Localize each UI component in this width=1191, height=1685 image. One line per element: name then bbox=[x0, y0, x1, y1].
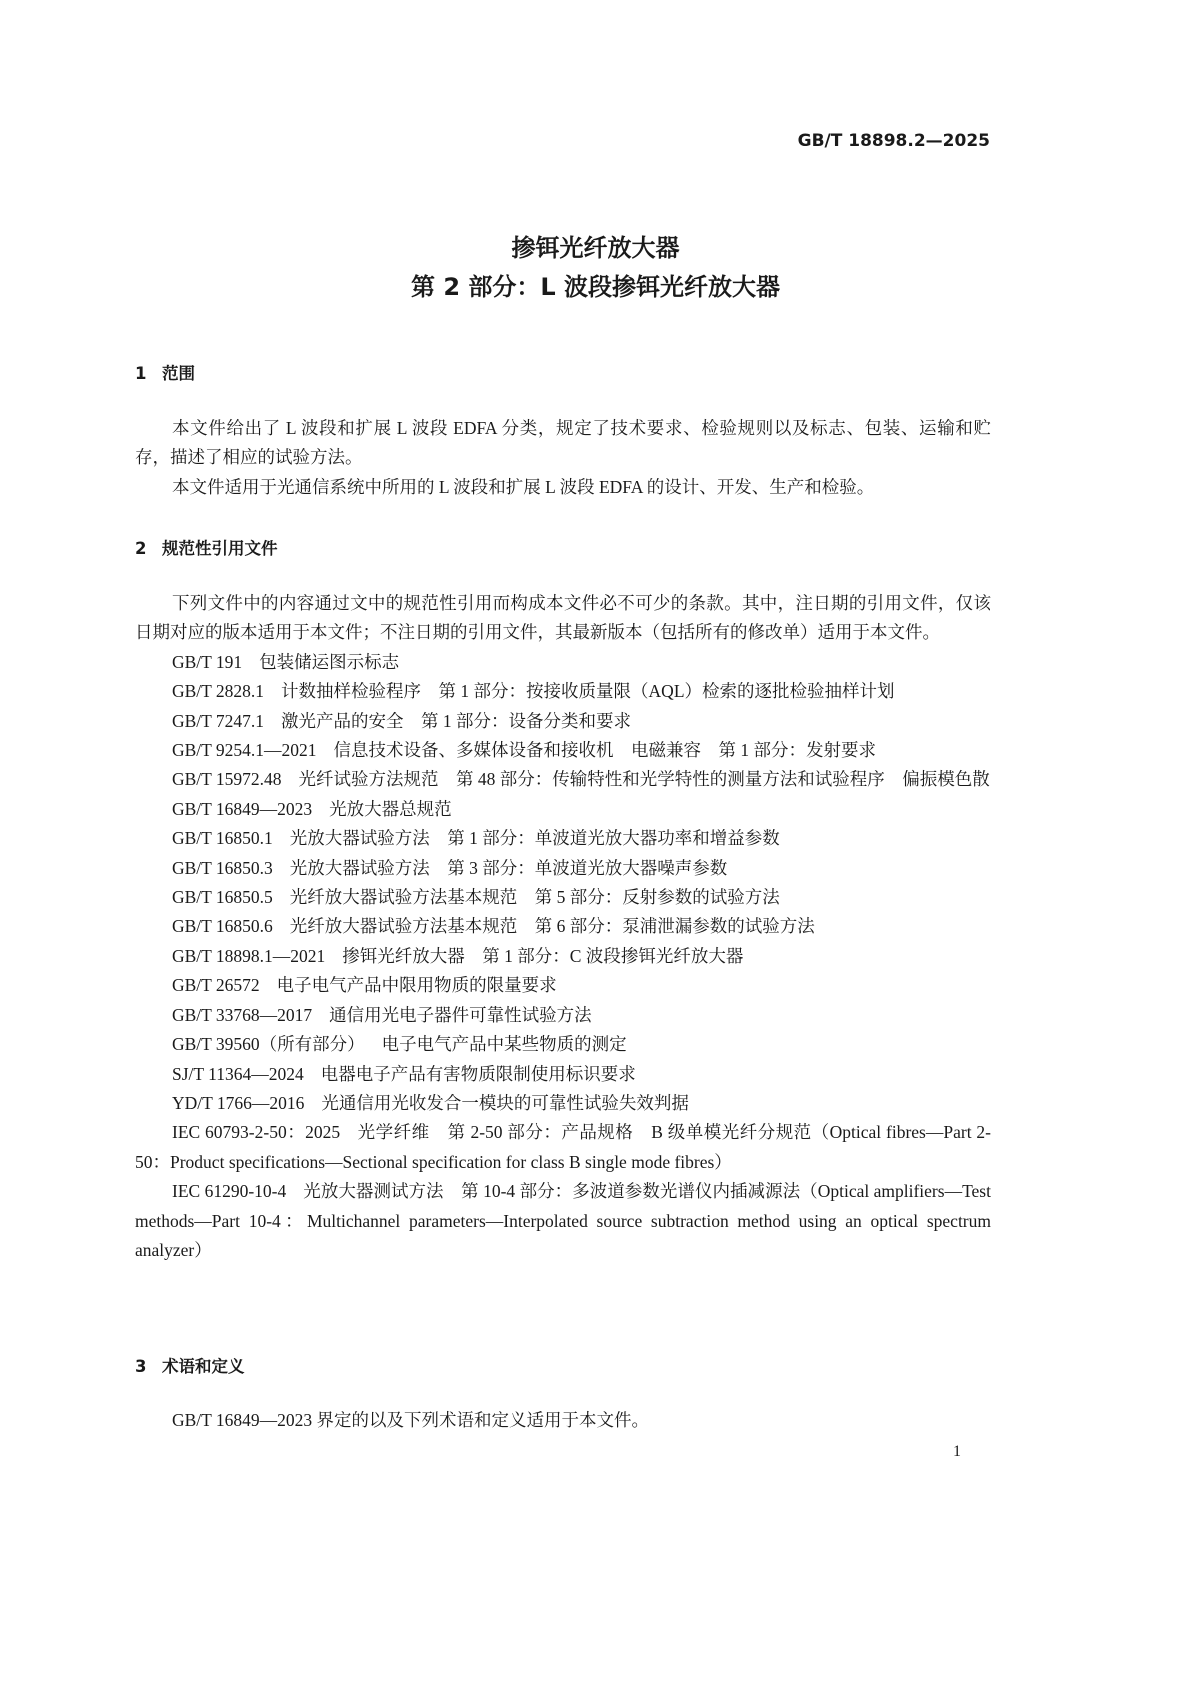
reference-code: GB/T 2828.1 bbox=[172, 681, 265, 702]
reference-title: 光放大器测试方法 第 10-4 部分：多波道参数光谱仪内插减源法（Optical amplifiers—Test methods—Part 10-4：Multichannel parameters—Interpolated source subtraction method using an optical spectrum analyzer） bbox=[135, 1181, 991, 1260]
reference-item bbox=[135, 971, 991, 1000]
reference-title: 信息技术设备、多媒体设备和接收机 电磁兼容 第 1 部分：发射要求 bbox=[333, 740, 877, 761]
document-title: 掺铒光纤放大器 bbox=[511, 234, 680, 262]
reference-item bbox=[135, 1001, 991, 1030]
reference-title: 光学纤维 第 2-50 部分：产品规格 B 级单模光纤分规范（Optical fibres—Part 2-50：Product specifications—Sectional specification for class B single mode fibres） bbox=[135, 1122, 991, 1172]
reference-list bbox=[135, 648, 991, 1266]
document-subtitle: 第 2 部分：L 波段掺铒光纤放大器 bbox=[410, 273, 781, 301]
reference-title: 电子电气产品中限用物质的限量要求 bbox=[276, 975, 557, 996]
reference-title: 激光产品的安全 第 1 部分：设备分类和要求 bbox=[281, 710, 632, 731]
page-number: 1 bbox=[953, 1443, 961, 1460]
section-3-body bbox=[135, 1406, 991, 1435]
reference-item bbox=[135, 942, 991, 971]
reference-item bbox=[135, 1118, 991, 1177]
section-heading-2: 2 规范性引用文件 bbox=[135, 539, 278, 558]
reference-title: 电子电气产品中某些物质的测定 bbox=[381, 1034, 627, 1055]
reference-code: GB/T 7247.1 bbox=[172, 710, 265, 731]
reference-item bbox=[135, 912, 991, 941]
section-1-body bbox=[135, 414, 991, 502]
reference-title: 光放大器试验方法 第 1 部分：单波道光放大器功率和增益参数 bbox=[289, 828, 780, 849]
reference-title: 电器电子产品有害物质限制使用标识要求 bbox=[320, 1063, 636, 1084]
reference-item bbox=[135, 883, 991, 912]
reference-code: YD/T 1766—2016 bbox=[172, 1092, 305, 1113]
section-2-body bbox=[135, 589, 991, 1265]
reference-title: 光纤试验方法规范 第 48 部分：传输特性和光学特性的测量方法和试验程序 偏振模色散 bbox=[298, 769, 990, 790]
reference-item bbox=[135, 1177, 991, 1265]
reference-code: GB/T 26572 bbox=[172, 975, 260, 996]
reference-code: IEC 61290-10-4 bbox=[172, 1181, 287, 1202]
reference-code: GB/T 39560（所有部分） bbox=[172, 1034, 365, 1055]
reference-title: 光通信用光收发合一模块的可靠性试验失效判据 bbox=[321, 1092, 689, 1113]
reference-title: 计数抽样检验程序 第 1 部分：按接收质量限（AQL）检索的逐批检验抽样计划 bbox=[281, 681, 895, 702]
paragraph: GB/T 16849—2023 界定的以及下列术语和定义适用于本文件。 bbox=[172, 1410, 650, 1430]
reference-item bbox=[135, 1060, 991, 1089]
reference-code: GB/T 16850.1 bbox=[172, 828, 273, 849]
reference-item bbox=[135, 648, 991, 677]
standard-number: GB/T 18898.2—2025 bbox=[797, 131, 990, 151]
reference-item bbox=[135, 854, 991, 883]
paragraph: 本文件适用于光通信系统中所用的 L 波段和扩展 L 波段 EDFA 的设计、开发、生产和检验。 bbox=[172, 476, 875, 497]
reference-code: GB/T 16849—2023 bbox=[172, 798, 313, 819]
reference-code: GB/T 16850.5 bbox=[172, 887, 273, 908]
reference-code: GB/T 18898.1—2021 bbox=[172, 945, 326, 966]
reference-item bbox=[135, 765, 991, 794]
reference-code: GB/T 16850.3 bbox=[172, 857, 273, 878]
reference-title: 光纤放大器试验方法基本规范 第 6 部分：泵浦泄漏参数的试验方法 bbox=[289, 916, 815, 937]
reference-title: 光放大器试验方法 第 3 部分：单波道光放大器噪声参数 bbox=[289, 857, 728, 878]
reference-title: 光放大器总规范 bbox=[329, 798, 452, 819]
reference-item bbox=[135, 824, 991, 853]
reference-item bbox=[135, 707, 991, 736]
reference-item bbox=[135, 795, 991, 824]
reference-code: IEC 60793-2-50：2025 bbox=[172, 1122, 341, 1143]
reference-title: 通信用光电子器件可靠性试验方法 bbox=[329, 1004, 592, 1025]
reference-code: GB/T 33768—2017 bbox=[172, 1004, 313, 1025]
reference-code: SJ/T 11364—2024 bbox=[172, 1063, 304, 1084]
section-heading-3: 3 术语和定义 bbox=[135, 1357, 245, 1376]
reference-item bbox=[135, 1030, 991, 1059]
reference-code: GB/T 15972.48 bbox=[172, 769, 282, 790]
reference-title: 掺铒光纤放大器 第 1 部分：C 波段掺铒光纤放大器 bbox=[342, 945, 744, 966]
paragraph: 下列文件中的内容通过文中的规范性引用而构成本文件必不可少的条款。其中，注日期的引用文件，仅该日期对应的版本适用于本文件；不注日期的引用文件，其最新版本（包括所有的修改单）适用于本文件。 bbox=[135, 593, 991, 643]
reference-item bbox=[135, 736, 991, 765]
reference-code: GB/T 16850.6 bbox=[172, 916, 273, 937]
section-heading-1: 1 范围 bbox=[135, 364, 195, 383]
reference-item bbox=[135, 1089, 991, 1118]
reference-title: 光纤放大器试验方法基本规范 第 5 部分：反射参数的试验方法 bbox=[289, 887, 780, 908]
reference-item bbox=[135, 677, 991, 706]
reference-title: 包装储运图示标志 bbox=[259, 651, 400, 672]
paragraph: 本文件给出了 L 波段和扩展 L 波段 EDFA 分类，规定了技术要求、检验规则以及标志、包装、运输和贮存，描述了相应的试验方法。 bbox=[135, 418, 991, 468]
reference-code: GB/T 9254.1—2021 bbox=[172, 740, 317, 761]
reference-code: GB/T 191 bbox=[172, 651, 243, 672]
